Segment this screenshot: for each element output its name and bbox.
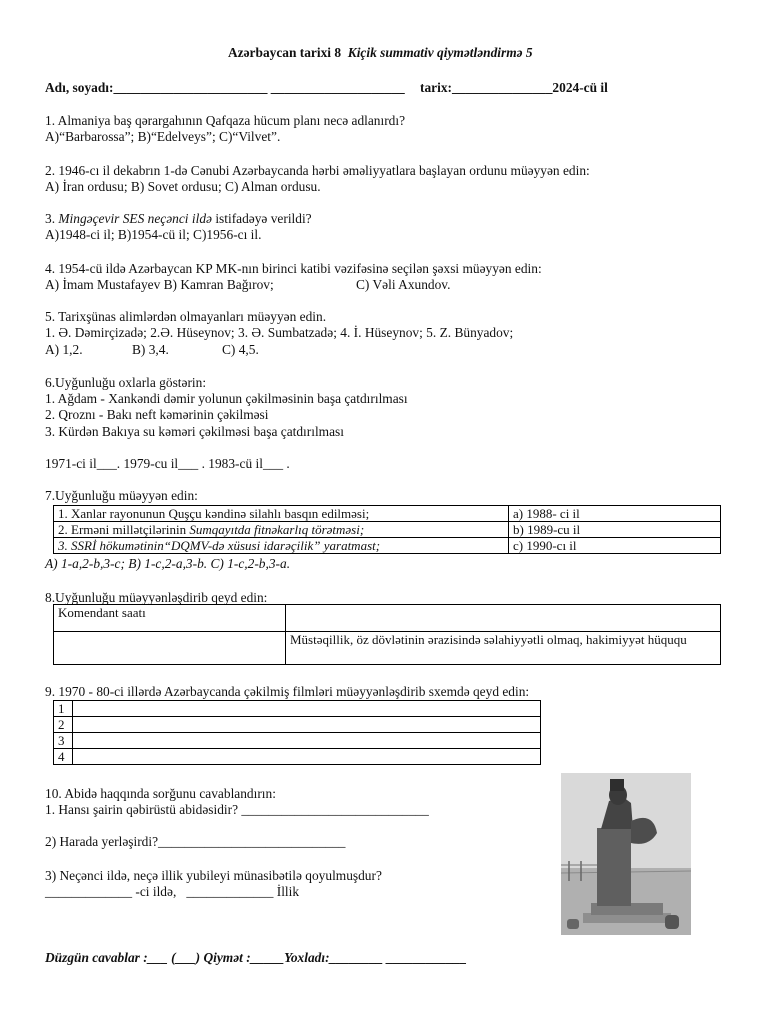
q8-cell-term: Komendant saatı	[54, 605, 286, 632]
assessment-title: Kiçik summativ qiymətləndirmə 5	[347, 45, 533, 60]
q4-option-c: C) Vəli Axundov.	[356, 277, 451, 292]
table-row	[54, 733, 541, 749]
table-row	[54, 605, 721, 632]
q5-option-c: C) 4,5.	[222, 342, 259, 357]
q9-answer-cell[interactable]	[73, 733, 541, 749]
q9-row-number: 4	[54, 749, 73, 765]
date-label: tarix:	[420, 80, 452, 95]
q7-cell-left: 3. SSRİ hökumətinin“DQMV-də xüsusi idarəçilik” yaratmast;	[54, 538, 509, 554]
q8-cell-empty[interactable]	[54, 632, 286, 665]
q3-options: A)1948-ci il; B)1954-cü il; C)1956-cı il.	[45, 227, 262, 242]
q2-options: A) İran ordusu; B) Sovet ordusu; C) Alman ordusu.	[45, 179, 321, 194]
name-label: Adı, soyadı:	[45, 80, 114, 95]
q3-num: 3.	[45, 211, 56, 226]
q7-cell-left: 2. Ermənі millətçilərinin Sumqayıtda fitnəkarlıq törətməsi;	[54, 522, 509, 538]
q8-cell-definition: Müstəqillik, öz dövlətinin ərazisində səlahiyyətli olmaq, hakimiyyət hüququ	[286, 632, 721, 665]
table-row	[54, 701, 541, 717]
q10-sub-2: 2) Harada yerləşirdi?____________________________	[45, 834, 346, 849]
q10-text: 10. Abidə haqqında sorğunu cavablandırın:	[45, 786, 276, 801]
q9-answer-cell[interactable]	[73, 717, 541, 733]
q5-option-b: B) 3,4.	[132, 342, 169, 357]
subject-title: Azərbaycan tarixi 8	[228, 45, 342, 60]
q9-row-number: 1	[54, 701, 73, 717]
name-blank[interactable]: _______________________ ____________________	[113, 80, 405, 95]
q7-cell-right: b) 1989-cu il	[509, 522, 721, 538]
table-row	[54, 538, 721, 554]
q4-text: 4. 1954-cü ildə Azərbaycan KP MK-nın birinci katibi vəzifəsinə seçilən şəxsi müəyyən edin:	[45, 261, 542, 276]
q9-row-number: 3	[54, 733, 73, 749]
q6-years: 1971-ci il___. 1979-cu il___ . 1983-cü il___ .	[45, 456, 290, 471]
year-label: 2024-cü il	[552, 80, 608, 95]
footer-grading: Düzgün cavablar :___ (___) Qiymət :_____Yoxladı:________ ____________	[45, 950, 467, 965]
name-line	[45, 80, 405, 96]
date-blank[interactable]: _______________	[451, 80, 553, 95]
monument-photo	[561, 773, 691, 935]
q6-item-3: 3. Kürdən Bakıya su kəməri çəkilməsi başa çatdırılması	[45, 424, 344, 439]
q3-text	[45, 211, 312, 227]
q9-table	[53, 700, 541, 765]
q2-text: 2. 1946-cı il dekabrın 1-də Cənubi Azərbaycanda hərbi əməliyyatlara başlayan ordunu müəyyən edin:	[45, 163, 590, 178]
q9-answer-cell[interactable]	[73, 749, 541, 765]
date-line	[420, 80, 608, 96]
page-title	[228, 45, 533, 61]
q7-cell-right: a) 1988- ci il	[509, 506, 721, 522]
q10-year-blank[interactable]: _____________	[45, 884, 133, 899]
table-row	[54, 749, 541, 765]
q10-sub-1: 1. Hansı şairin qəbirüstü abidəsidir? ____________________________	[45, 802, 429, 817]
q8-cell-empty[interactable]	[286, 605, 721, 632]
q9-answer-cell[interactable]	[73, 701, 541, 717]
q7-cell-left: 1. Xanlar rayonunun Quşçu kəndinə silahlı basqın edilməsi;	[54, 506, 509, 522]
q7-text: 7.Uyğunluğu müəyyən edin:	[45, 488, 198, 503]
q6-item-1: 1. Ağdam - Xankəndi dəmir yolunun çəkilməsinin başa çatdırılması	[45, 391, 408, 406]
q4-option-ab: A) İmam Mustafayev B) Kamran Bağırov;	[45, 277, 274, 292]
q8-table	[53, 604, 721, 665]
q5-list: 1. Ə. Dəmirçizadə; 2.Ə. Hüseynov; 3. Ə. Sumbatzadə; 4. İ. Hüseynov; 5. Z. Bünyadov;	[45, 325, 514, 340]
q6-text: 6.Uyğunluğu oxlarla göstərin:	[45, 375, 207, 390]
q10-sub-3-answer: _____________ -ci ildə, _____________ İllik	[45, 884, 300, 899]
q8-text: 8.Uyğunluğu müəyyənləşdirib qeyd edin:	[45, 590, 268, 605]
q3-rest: istifadəyə verildi?	[211, 211, 312, 226]
q10-jubilee-blank[interactable]: _____________	[186, 884, 274, 899]
table-row	[54, 717, 541, 733]
q9-text: 9. 1970 - 80-ci illərdə Azərbaycanda çəkilmiş filmləri müəyyənləşdirib sxemdə qeyd edin:	[45, 684, 530, 699]
q5-text: 5. Tarixşünas alimlərdən olmayanları müəyyən edin.	[45, 309, 327, 324]
q9-row-number: 2	[54, 717, 73, 733]
q3-italic: Mingəçevir SES neçənci ildə	[58, 211, 212, 226]
q7-table	[53, 505, 721, 554]
q1-text: 1. Almaniya baş qərargahının Qafqaza hücum planı necə adlanırdı?	[45, 113, 406, 128]
q5-option-a: A) 1,2.	[45, 342, 83, 357]
q6-item-2: 2. Qroznı - Bakı neft kəmərinin çəkilməsi	[45, 407, 269, 422]
monument-image	[561, 773, 691, 935]
table-row	[54, 632, 721, 665]
q7-answers: A) 1-a,2-b,3-c; B) 1-c,2-a,3-b. C) 1-c,2-b,3-a.	[45, 556, 291, 571]
q1-options: A)“Barbarossa”; B)“Edelveys”; C)“Vilvet”.	[45, 129, 281, 144]
table-row	[54, 506, 721, 522]
q10-sub-3: 3) Neçənci ildə, neçə illik yubileyi münasibətilə qoyulmuşdur?	[45, 868, 382, 883]
q7-cell-right: c) 1990-cı il	[509, 538, 721, 554]
table-row	[54, 522, 721, 538]
